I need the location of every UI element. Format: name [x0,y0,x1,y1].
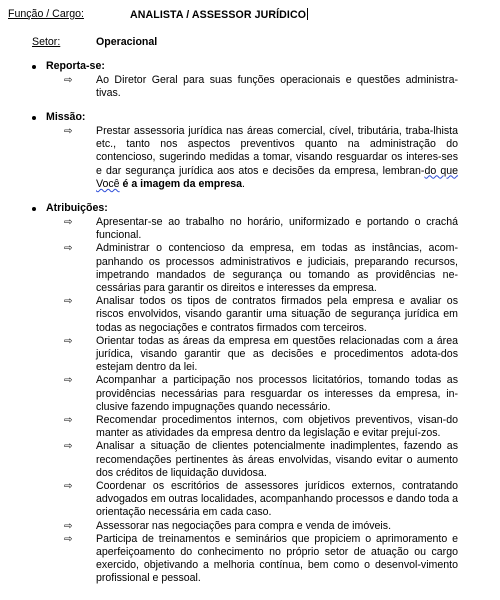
funcao-label: Função / Cargo: [8,8,84,20]
arrow-icon: ⇨ [64,441,73,453]
section-title: Atribuições: [46,202,108,214]
item-text: Apresentar-se ao trabalho no horário, uniformizado e portando o crachá funcional. [96,216,458,242]
atribuicoes-list [0,216,500,586]
arrow-icon: ⇨ [64,533,73,545]
arrow-icon: ⇨ [64,296,73,308]
list-item [64,125,459,191]
list-item [64,519,458,533]
list-item [64,532,458,586]
item-text: Ao Diretor Geral para suas funções operacionais e questões administra-tivas. [96,74,458,100]
bullet-icon [32,65,36,69]
list-item [64,480,458,520]
item-text: Administrar o contencioso da empresa, em todas as instâncias, acom-panhando os processos administrativos e judiciais, preparando recursos, impetrando mandados de segurança ou tomando as providências ne-cessárias para garantir os direitos e interesses da empresa. [96,242,458,295]
section-title: Reporta-se: [46,60,105,72]
item-text: Participa de treinamentos e seminários que propiciem o aprimoramento e aperfeiçoamento do conhecimento no próprio setor de atuação ou cargo exercido, objetivando a melhoria contínua, bem como o desenvol-vimento profissional e pessoal. [96,532,458,585]
arrow-icon: ⇨ [64,75,73,86]
section-missao [0,111,500,191]
bullet-icon [32,116,36,120]
section-reporta [0,60,500,100]
arrow-icon: ⇨ [64,481,73,493]
list-item [64,414,458,440]
item-text: Assessorar nas negociações para compra e venda de imóveis. [96,519,392,532]
funcao-value-text: ANALISTA / ASSESSOR JURÍDICO [130,9,307,21]
item-text: Coordenar os escritórios de assessores jurídicos externos, contratando advogados em outras localidades, acompanhando processos e dando toda a orientação necessária em cada caso. [96,480,458,519]
list-item [64,74,458,100]
arrow-icon: ⇨ [64,520,73,532]
section-title: Missão: [46,111,86,123]
bullet-icon [32,207,36,211]
arrow-icon: ⇨ [64,415,73,427]
spellcheck-flagged-text: do que Você [96,164,459,190]
item-text: Acompanhar a participação nos processos licitatórios, tomando todas as providências necessárias para resguardar os interesses da empresa, in-clusive fazendo impugnações quando necessário. [96,374,458,413]
missao-text: Prestar assessoria jurídica nas áreas comercial, cível, tributária, traba-lhista etc., tanto nos aspectos preventivos quanto na administração do contencioso, sugerindo medidas a tomar, visando resguardar os interes-ses e dar segurança jurídica aos atos e decisões da empresa, lembran- [96,125,458,177]
list-item [64,440,458,480]
list-item [64,295,458,335]
setor-value: Operacional [96,36,158,48]
funcao-value[interactable] [130,8,308,21]
list-item [64,216,458,242]
setor-label: Setor: [32,36,61,48]
arrow-icon: ⇨ [64,243,73,255]
list-item [64,374,458,414]
list-item [64,242,458,295]
arrow-icon: ⇨ [64,217,73,228]
arrow-icon: ⇨ [64,126,73,137]
list-item [64,334,458,375]
item-text [96,125,458,190]
section-atribuicoes [0,202,500,586]
item-text: Orientar todas as áreas da empresa em questões relacionadas com a área jurídica, visando garantir que as decisões e procedimentos adota-dos estejam dentro da lei. [96,334,458,374]
missao-bold-text: é a imagem da empresa [119,177,243,190]
item-text: Analisar a situação de clientes potencialmente inadimplentes, fazendo as recomendações pertinentes às áreas envolvidas, visando evitar o aumento dos créditos de liquidação duvidosa. [96,440,458,479]
item-text: Recomendar procedimentos internos, com objetivos preventivos, visan-do manter as atividades da empresa dentro da legislação e evitar prejuí-zos. [96,414,458,440]
arrow-icon: ⇨ [64,335,73,347]
arrow-icon: ⇨ [64,375,73,387]
text-cursor [307,8,308,20]
missao-end: . [242,177,245,190]
item-text: Analisar todos os tipos de contratos firmados pela empresa e avaliar os riscos envolvidos, visando garantir uma situação de segurança jurídica em todas as negociações e contratos firmados com terceiros. [96,295,458,334]
